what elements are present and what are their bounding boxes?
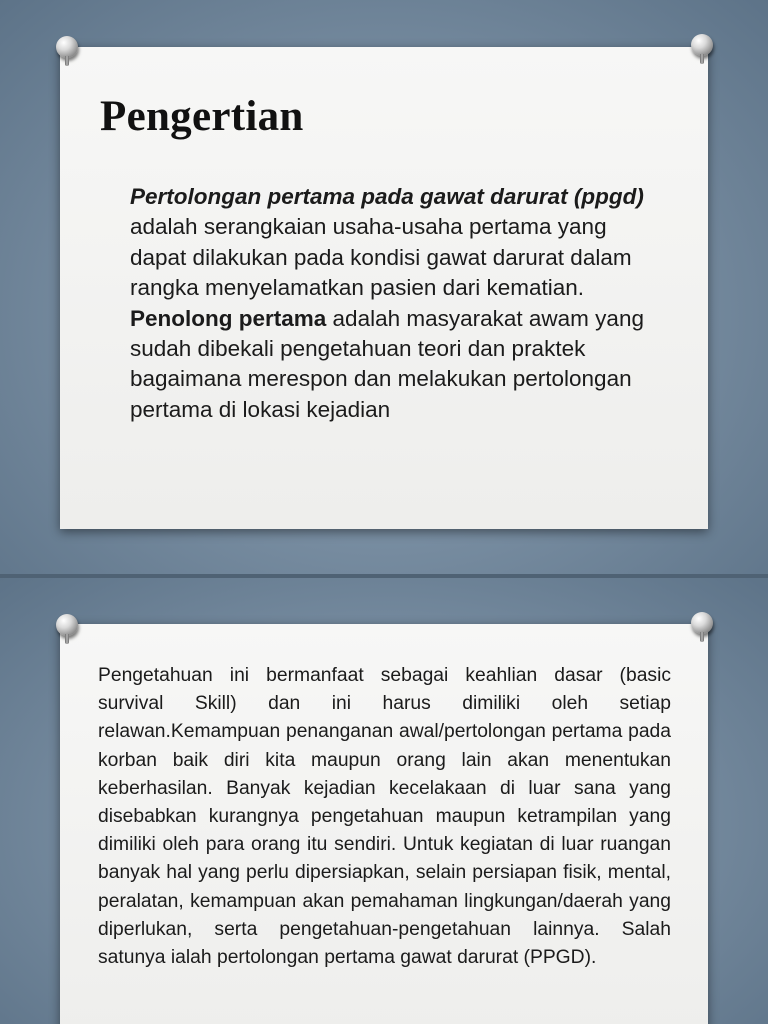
slide-title: Pengertian: [100, 93, 304, 140]
pushpin-icon: [691, 34, 713, 56]
body-paragraph: Pengetahuan ini bermanfaat sebagai keahlian dasar (basic survival Skill) dan ini harus dimiliki oleh setiap relawan.Kemampuan penanganan awal/pertolongan pertama pada korban baik diri kita maupun orang lain akan menentukan keberhasilan. Banyak kejadian kecelakaan di luar sana yang disebabkan kurangnya pengetahuan maupun ketrampilan yang dimiliki oleh para orang itu sendiri. Untuk kegiatan di luar ruangan banyak hal yang perlu dipersiapkan, selain persiapan fisik, mental, peralatan, kemampuan akan pemahaman lingkungan/daerah yang diperlukan, serta pengetahuan-pengetahuan lainnya. Salah satunya ialah pertolongan pertama gawat darurat (PPGD).: [98, 665, 671, 969]
definition-text: [130, 182, 660, 425]
term-ppgd: Pertolongan pertama pada gawat darurat (ppgd): [130, 184, 644, 209]
pushpin-icon: [56, 614, 78, 636]
pushpin-icon: [691, 612, 713, 634]
definition-ppgd: adalah serangkaian usaha-usaha pertama yang dapat dilakukan pada kondisi gawat darurat dalam rangka menyelamatkan pasien dari kematian.: [130, 214, 632, 301]
definition-penolong-pertama: adalah masyarakat awam yang sudah dibekali pengetahuan teori dan praktek bagaimana merespon dan melakukan pertolongan pertama di lokasi kejadian: [130, 305, 644, 422]
pushpin-icon: [56, 36, 78, 58]
term-penolong-pertama: Penolong pertama: [130, 305, 327, 331]
